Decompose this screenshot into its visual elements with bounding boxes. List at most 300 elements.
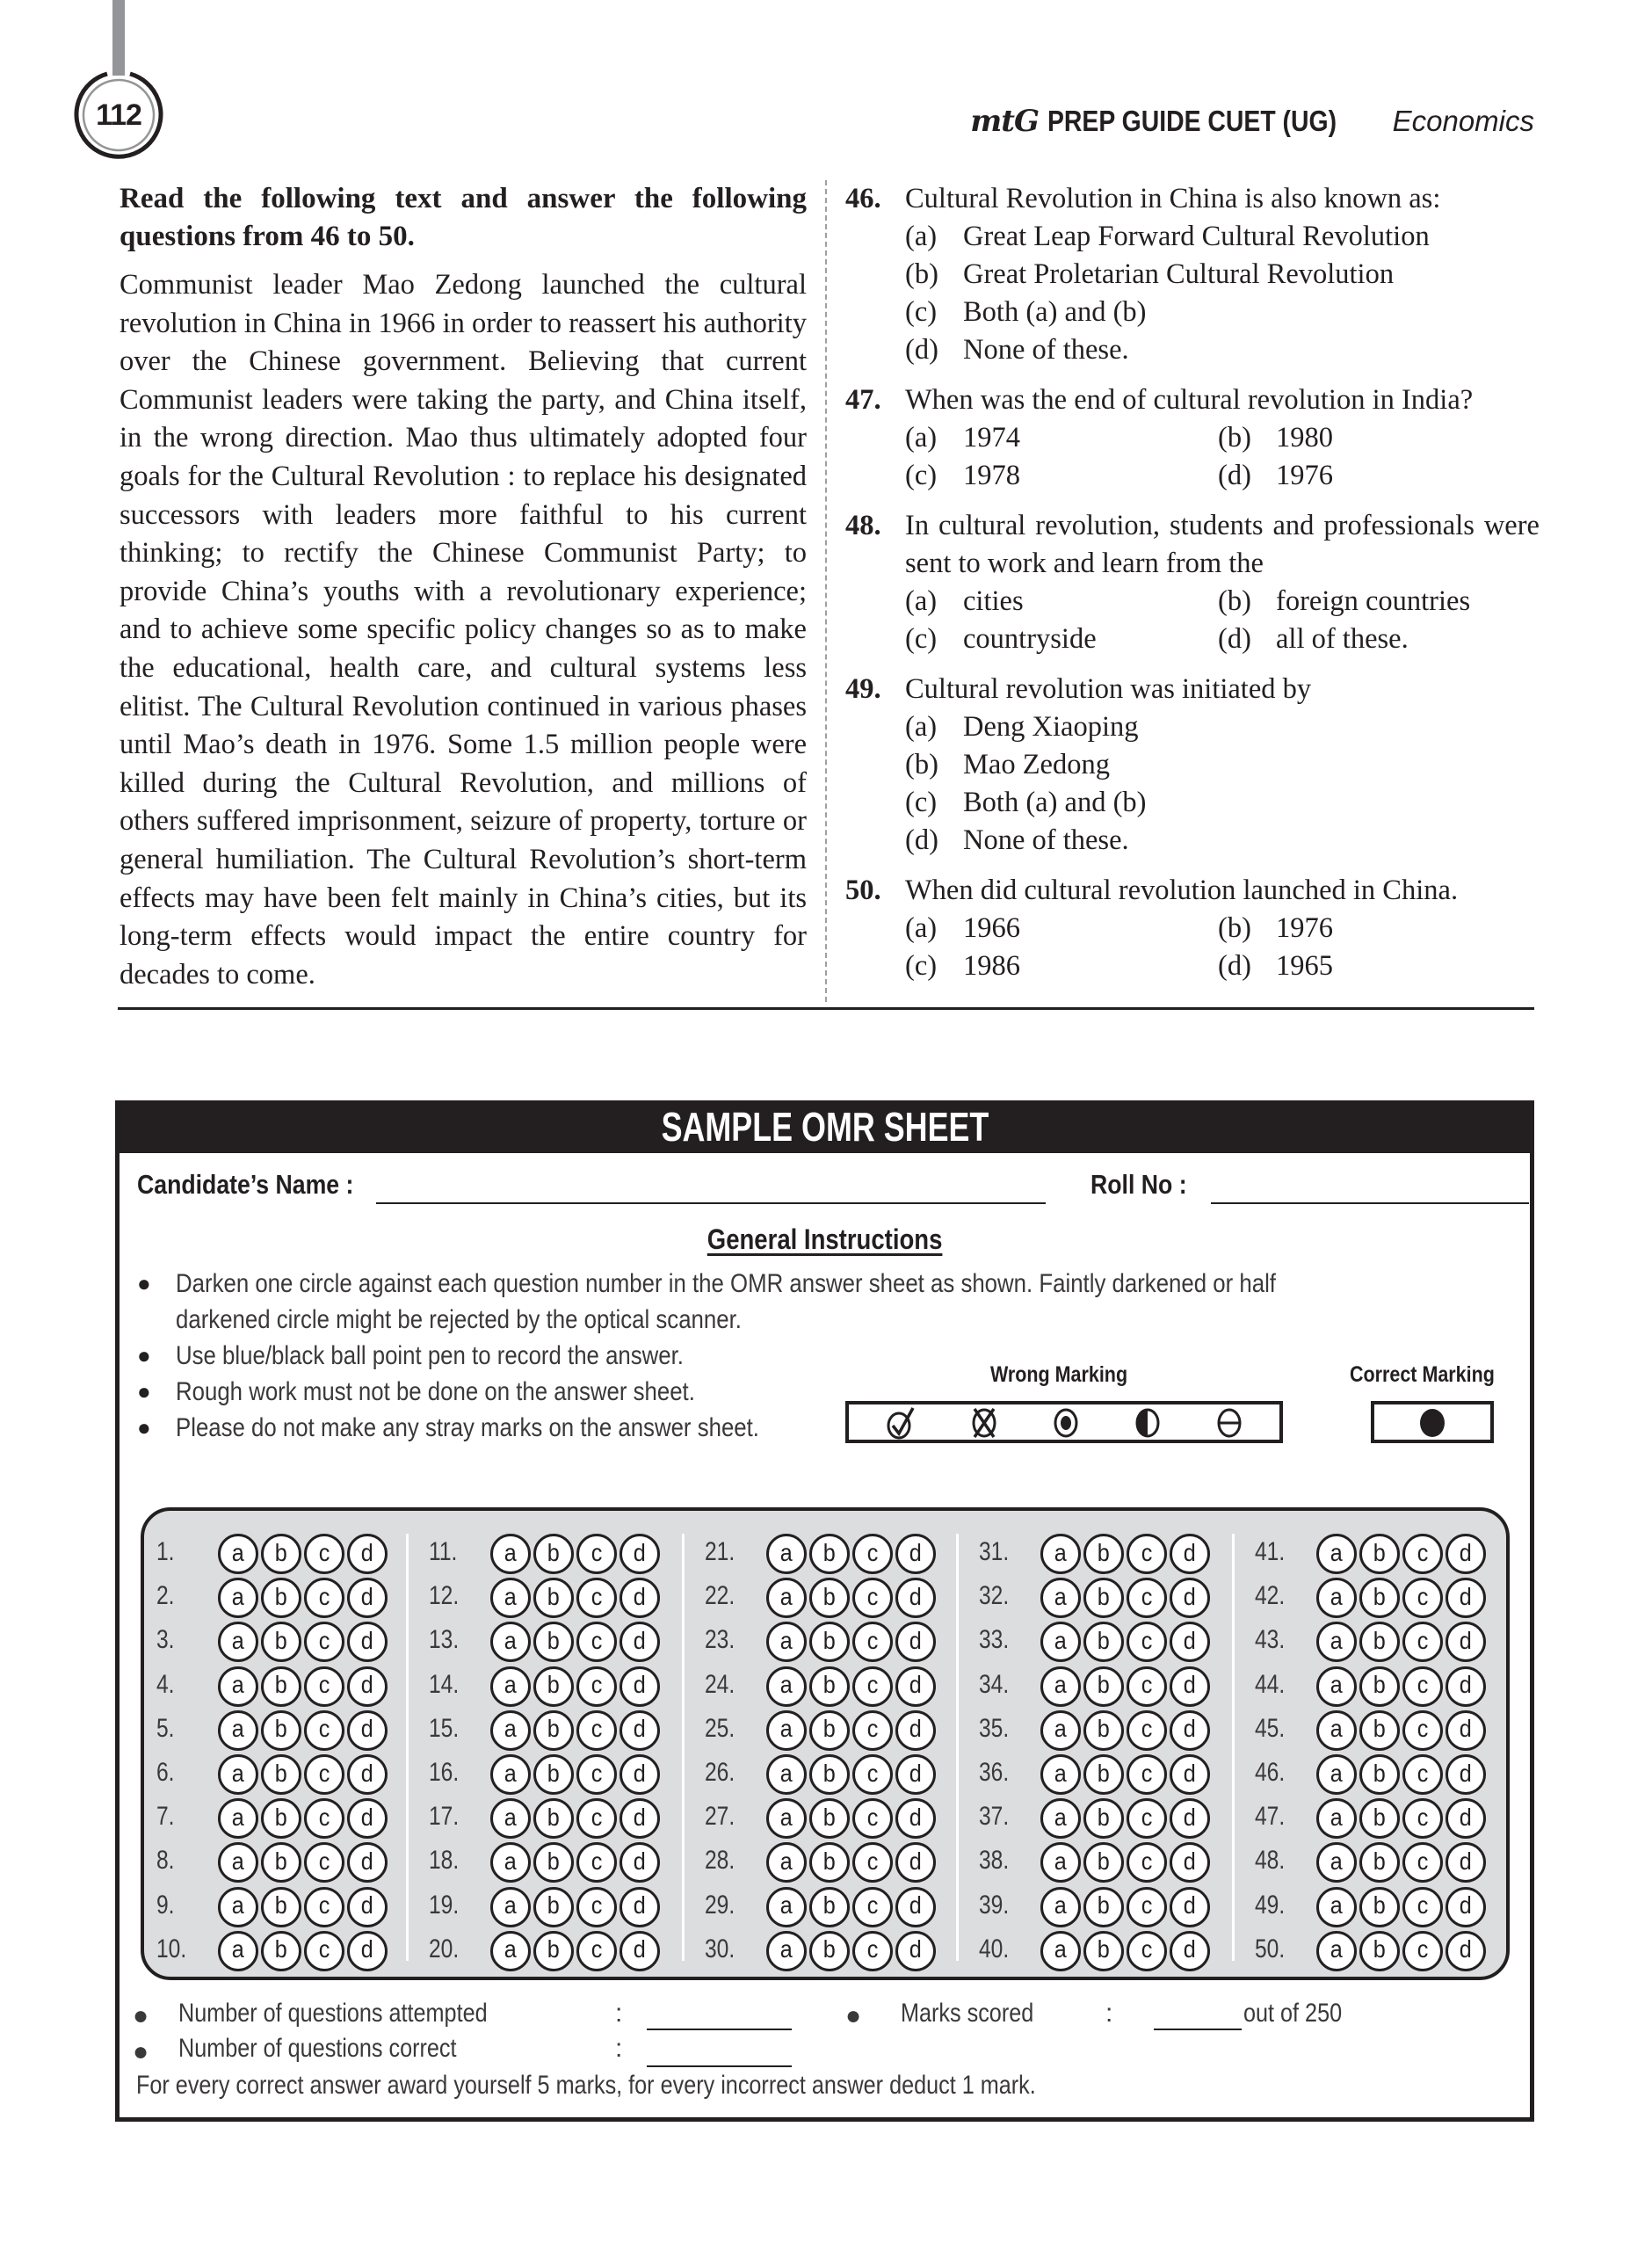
bubble-label: a — [504, 1626, 518, 1654]
bubble-label: a — [504, 1759, 518, 1787]
bubble-1-a[interactable] — [218, 1534, 258, 1574]
bubble-label: a — [1330, 1538, 1344, 1566]
bubble-20-c[interactable] — [576, 1931, 617, 1971]
bubble-39-c[interactable] — [1127, 1887, 1167, 1927]
option-text: 1978 — [963, 460, 1020, 491]
bubble-47-d[interactable] — [1446, 1798, 1486, 1839]
bubble-label: c — [591, 1803, 603, 1831]
bubble-14-d[interactable] — [620, 1666, 660, 1707]
bubble-36-b[interactable] — [1083, 1754, 1124, 1795]
bubble-25-b[interactable] — [809, 1710, 850, 1751]
bubble-label: a — [1054, 1935, 1068, 1963]
correct-marking-label-text: Correct Marking — [1350, 1362, 1495, 1387]
bubble-31-a[interactable] — [1040, 1534, 1081, 1574]
bubble-36-a[interactable] — [1040, 1754, 1081, 1795]
bubble-label: d — [909, 1891, 923, 1920]
bubble-label: d — [909, 1715, 923, 1743]
bubble-45-a[interactable] — [1316, 1710, 1357, 1751]
bubble-32-a[interactable] — [1040, 1578, 1081, 1618]
bubble-3-c[interactable] — [304, 1622, 344, 1662]
bubble-14-c[interactable] — [576, 1666, 617, 1707]
bubble-label: a — [1330, 1671, 1344, 1699]
question-number: 8. — [156, 1846, 175, 1876]
bubble-10-c[interactable] — [304, 1931, 344, 1971]
question-number: 43. — [1255, 1625, 1286, 1655]
bubble-47-a[interactable] — [1316, 1798, 1357, 1839]
bubble-46-a[interactable] — [1316, 1754, 1357, 1795]
option-key: (d) — [905, 334, 938, 366]
bubble-40-a[interactable] — [1040, 1931, 1081, 1971]
bubble-39-b[interactable] — [1083, 1887, 1124, 1927]
bubble-6-d[interactable] — [347, 1754, 388, 1795]
question-number: 32. — [979, 1581, 1010, 1611]
bubble-3-a[interactable] — [218, 1622, 258, 1662]
bubble-29-b[interactable] — [809, 1887, 850, 1927]
bubble-11-d[interactable] — [620, 1534, 660, 1574]
bubble-41-b[interactable] — [1359, 1534, 1400, 1574]
bubble-1-c[interactable] — [304, 1534, 344, 1574]
bubble-44-b[interactable] — [1359, 1666, 1400, 1707]
bubble-7-d[interactable] — [347, 1798, 388, 1839]
bubble-13-a[interactable] — [490, 1622, 531, 1662]
bubble-19-a[interactable] — [490, 1887, 531, 1927]
bubble-35-c[interactable] — [1127, 1710, 1167, 1751]
question-number: 14. — [429, 1669, 460, 1699]
bubble-44-d[interactable] — [1446, 1666, 1486, 1707]
bubble-label: d — [360, 1715, 374, 1743]
bubble-15-b[interactable] — [533, 1710, 574, 1751]
answer-row-37 — [967, 1796, 1241, 1839]
bubble-16-a[interactable] — [490, 1754, 531, 1795]
bubble-group — [1040, 1666, 1210, 1707]
bubble-21-b[interactable] — [809, 1534, 850, 1574]
bubble-2-b[interactable] — [261, 1578, 301, 1618]
marks-scored-field[interactable] — [1154, 2029, 1242, 2030]
bubble-label: d — [1459, 1538, 1473, 1566]
bubble-8-a[interactable] — [218, 1842, 258, 1883]
question-number: 30. — [705, 1934, 735, 1963]
bubble-14-a[interactable] — [490, 1666, 531, 1707]
bubble-18-b[interactable] — [533, 1842, 574, 1883]
bubble-label: d — [360, 1803, 374, 1831]
bubble-label: d — [360, 1935, 374, 1963]
bubble-11-a[interactable] — [490, 1534, 531, 1574]
bubble-43-b[interactable] — [1359, 1622, 1400, 1662]
question-number: 22. — [705, 1581, 735, 1611]
option-text: Both (a) and (b) — [963, 296, 1147, 328]
bubble-19-c[interactable] — [576, 1887, 617, 1927]
bubble-30-d[interactable] — [895, 1931, 936, 1971]
bubble-24-b[interactable] — [809, 1666, 850, 1707]
bubble-19-d[interactable] — [620, 1887, 660, 1927]
roll-no-field[interactable] — [1211, 1202, 1529, 1204]
bubble-21-a[interactable] — [766, 1534, 807, 1574]
bubble-12-a[interactable] — [490, 1578, 531, 1618]
bubble-32-b[interactable] — [1083, 1578, 1124, 1618]
bubble-9-b[interactable] — [261, 1887, 301, 1927]
bubble-39-d[interactable] — [1170, 1887, 1210, 1927]
bubble-46-b[interactable] — [1359, 1754, 1400, 1795]
answer-row-50 — [1243, 1929, 1517, 1971]
bubble-label: c — [866, 1803, 879, 1831]
bubble-label: b — [1373, 1759, 1387, 1787]
bubble-43-c[interactable] — [1402, 1622, 1443, 1662]
bubble-label: a — [1054, 1759, 1068, 1787]
bubble-label: b — [547, 1759, 561, 1787]
answer-row-31 — [967, 1532, 1241, 1574]
bubble-21-d[interactable] — [895, 1534, 936, 1574]
bubble-22-a[interactable] — [766, 1578, 807, 1618]
page-number-badge — [74, 70, 163, 160]
bubble-group — [766, 1666, 936, 1707]
bubble-25-d[interactable] — [895, 1710, 936, 1751]
bubble-26-a[interactable] — [766, 1754, 807, 1795]
bubble-19-b[interactable] — [533, 1887, 574, 1927]
bubble-34-d[interactable] — [1170, 1666, 1210, 1707]
bubble-16-b[interactable] — [533, 1754, 574, 1795]
bubble-15-d[interactable] — [620, 1710, 660, 1751]
attempted-field[interactable] — [647, 2029, 792, 2030]
bubble-43-d[interactable] — [1446, 1622, 1486, 1662]
option-text: cities — [963, 585, 1024, 617]
option-a — [905, 218, 1540, 256]
bubble-28-a[interactable] — [766, 1842, 807, 1883]
bubble-label: b — [822, 1715, 837, 1743]
roll-no-label: Roll No : — [1090, 1169, 1187, 1200]
bubble-50-b[interactable] — [1359, 1931, 1400, 1971]
grid-column — [967, 1532, 1241, 1964]
bubble-34-a[interactable] — [1040, 1666, 1081, 1707]
bubble-48-b[interactable] — [1359, 1842, 1400, 1883]
bubble-45-d[interactable] — [1446, 1710, 1486, 1751]
bubble-31-d[interactable] — [1170, 1534, 1210, 1574]
bubble-39-a[interactable] — [1040, 1887, 1081, 1927]
question-number: 19. — [429, 1890, 460, 1920]
bubble-37-d[interactable] — [1170, 1798, 1210, 1839]
bubble-label: c — [591, 1891, 603, 1920]
bubble-6-b[interactable] — [261, 1754, 301, 1795]
bubble-label: a — [779, 1538, 793, 1566]
bubble-50-d[interactable] — [1446, 1931, 1486, 1971]
bubble-24-d[interactable] — [895, 1666, 936, 1707]
question-number: 23. — [705, 1625, 735, 1655]
bubble-26-b[interactable] — [809, 1754, 850, 1795]
bubble-35-d[interactable] — [1170, 1710, 1210, 1751]
bubble-group — [1316, 1578, 1486, 1618]
bubble-26-c[interactable] — [852, 1754, 893, 1795]
bubble-48-a[interactable] — [1316, 1842, 1357, 1883]
candidate-name-field[interactable] — [376, 1202, 1046, 1204]
bubble-47-c[interactable] — [1402, 1798, 1443, 1839]
bubble-24-c[interactable] — [852, 1666, 893, 1707]
bubble-46-d[interactable] — [1446, 1754, 1486, 1795]
question-number: 7. — [156, 1802, 175, 1832]
marking-rule — [136, 2071, 1207, 2101]
bubble-33-c[interactable] — [1127, 1622, 1167, 1662]
bubble-7-a[interactable] — [218, 1798, 258, 1839]
bubble-35-a[interactable] — [1040, 1710, 1081, 1751]
bubble-label: c — [1141, 1891, 1153, 1920]
bubble-label: c — [318, 1935, 330, 1963]
bubble-13-c[interactable] — [576, 1622, 617, 1662]
bubble-label: d — [909, 1935, 923, 1963]
bubble-42-b[interactable] — [1359, 1578, 1400, 1618]
bubble-43-a[interactable] — [1316, 1622, 1357, 1662]
bubble-29-a[interactable] — [766, 1887, 807, 1927]
bubble-37-a[interactable] — [1040, 1798, 1081, 1839]
bubble-33-a[interactable] — [1040, 1622, 1081, 1662]
bubble-group — [1316, 1710, 1486, 1751]
bubble-13-b[interactable] — [533, 1622, 574, 1662]
grid-column — [692, 1532, 967, 1964]
bubble-18-a[interactable] — [490, 1842, 531, 1883]
bubble-25-a[interactable] — [766, 1710, 807, 1751]
passage-heading: Read the following text and answer the following questions from 46 to 50. — [120, 183, 807, 252]
bubble-label: c — [866, 1671, 879, 1699]
bubble-50-a[interactable] — [1316, 1931, 1357, 1971]
bubble-4-d[interactable] — [347, 1666, 388, 1707]
bubble-36-d[interactable] — [1170, 1754, 1210, 1795]
bubble-16-c[interactable] — [576, 1754, 617, 1795]
bubble-50-c[interactable] — [1402, 1931, 1443, 1971]
bubble-15-c[interactable] — [576, 1710, 617, 1751]
bubble-18-c[interactable] — [576, 1842, 617, 1883]
bubble-label: b — [822, 1891, 837, 1920]
question-number: 3. — [156, 1625, 175, 1655]
bubble-10-d[interactable] — [347, 1931, 388, 1971]
bubble-12-b[interactable] — [533, 1578, 574, 1618]
bubble-label: c — [1417, 1891, 1429, 1920]
bubble-9-c[interactable] — [304, 1887, 344, 1927]
bubble-38-d[interactable] — [1170, 1842, 1210, 1883]
question-47 — [845, 381, 1540, 495]
bubble-23-b[interactable] — [809, 1622, 850, 1662]
bubble-4-c[interactable] — [304, 1666, 344, 1707]
bubble-7-b[interactable] — [261, 1798, 301, 1839]
option-a — [905, 708, 1540, 746]
bubble-30-c[interactable] — [852, 1931, 893, 1971]
bubble-35-b[interactable] — [1083, 1710, 1124, 1751]
bubble-label: a — [1054, 1803, 1068, 1831]
bubble-9-a[interactable] — [218, 1887, 258, 1927]
bubble-24-a[interactable] — [766, 1666, 807, 1707]
option-c — [905, 784, 1540, 822]
bubble-label: d — [1459, 1715, 1473, 1743]
bubble-5-a[interactable] — [218, 1710, 258, 1751]
option-key: (d) — [905, 824, 938, 856]
bubble-3-b[interactable] — [261, 1622, 301, 1662]
question-number: 48. — [845, 510, 881, 541]
answer-row-40 — [967, 1929, 1241, 1971]
bubble-33-b[interactable] — [1083, 1622, 1124, 1662]
bubble-group — [218, 1622, 388, 1662]
bubble-17-b[interactable] — [533, 1798, 574, 1839]
bubble-28-c[interactable] — [852, 1842, 893, 1883]
bubble-group — [1040, 1754, 1210, 1795]
bubble-label: c — [866, 1582, 879, 1610]
answer-row-34 — [967, 1665, 1241, 1707]
bubble-36-c[interactable] — [1127, 1754, 1167, 1795]
bubble-7-c[interactable] — [304, 1798, 344, 1839]
bubble-37-b[interactable] — [1083, 1798, 1124, 1839]
bubble-label: b — [1373, 1935, 1387, 1963]
bubble-4-b[interactable] — [261, 1666, 301, 1707]
bubble-13-d[interactable] — [620, 1622, 660, 1662]
bubble-49-c[interactable] — [1402, 1887, 1443, 1927]
bubble-34-b[interactable] — [1083, 1666, 1124, 1707]
bubble-label: a — [504, 1891, 518, 1920]
bubble-26-d[interactable] — [895, 1754, 936, 1795]
bubble-2-c[interactable] — [304, 1578, 344, 1618]
bubble-5-d[interactable] — [347, 1710, 388, 1751]
bubble-23-d[interactable] — [895, 1622, 936, 1662]
bubble-27-b[interactable] — [809, 1798, 850, 1839]
bubble-12-c[interactable] — [576, 1578, 617, 1618]
bubble-12-d[interactable] — [620, 1578, 660, 1618]
bubble-15-a[interactable] — [490, 1710, 531, 1751]
bubble-label: a — [504, 1538, 518, 1566]
bubble-23-a[interactable] — [766, 1622, 807, 1662]
bubble-17-c[interactable] — [576, 1798, 617, 1839]
bubble-8-c[interactable] — [304, 1842, 344, 1883]
bubble-27-d[interactable] — [895, 1798, 936, 1839]
bubble-37-c[interactable] — [1127, 1798, 1167, 1839]
bubble-31-b[interactable] — [1083, 1534, 1124, 1574]
bubble-label: c — [1417, 1582, 1429, 1610]
question-number: 38. — [979, 1846, 1010, 1876]
bubble-20-b[interactable] — [533, 1931, 574, 1971]
bubble-30-b[interactable] — [809, 1931, 850, 1971]
answer-row-9 — [144, 1885, 418, 1927]
answer-row-38 — [967, 1840, 1241, 1883]
bubble-49-a[interactable] — [1316, 1887, 1357, 1927]
bubble-44-c[interactable] — [1402, 1666, 1443, 1707]
bubble-label: a — [231, 1538, 245, 1566]
bubble-8-d[interactable] — [347, 1842, 388, 1883]
bubble-6-c[interactable] — [304, 1754, 344, 1795]
bubble-2-a[interactable] — [218, 1578, 258, 1618]
bubble-41-c[interactable] — [1402, 1534, 1443, 1574]
bubble-18-d[interactable] — [620, 1842, 660, 1883]
bubble-27-c[interactable] — [852, 1798, 893, 1839]
bubble-label: a — [504, 1582, 518, 1610]
bubble-30-a[interactable] — [766, 1931, 807, 1971]
bubble-32-c[interactable] — [1127, 1578, 1167, 1618]
bubble-label: b — [274, 1538, 288, 1566]
correct-marking-label — [1350, 1362, 1518, 1388]
question-number: 47. — [1255, 1802, 1286, 1832]
instruction-item — [137, 1338, 1525, 1374]
answer-grid — [141, 1507, 1510, 1980]
bubble-42-a[interactable] — [1316, 1578, 1357, 1618]
bubble-48-c[interactable] — [1402, 1842, 1443, 1883]
bubble-1-b[interactable] — [261, 1534, 301, 1574]
bubble-42-d[interactable] — [1446, 1578, 1486, 1618]
bubble-6-a[interactable] — [218, 1754, 258, 1795]
bubble-label: a — [231, 1847, 245, 1875]
bubble-group — [490, 1578, 660, 1618]
bubble-label: d — [633, 1847, 647, 1875]
bubble-38-c[interactable] — [1127, 1842, 1167, 1883]
bubble-label: a — [1330, 1935, 1344, 1963]
bubble-45-c[interactable] — [1402, 1710, 1443, 1751]
bubble-28-b[interactable] — [809, 1842, 850, 1883]
bubble-5-b[interactable] — [261, 1710, 301, 1751]
bubble-38-b[interactable] — [1083, 1842, 1124, 1883]
bubble-label: b — [547, 1715, 561, 1743]
question-number: 16. — [429, 1758, 460, 1787]
bubble-41-d[interactable] — [1446, 1534, 1486, 1574]
bubble-5-c[interactable] — [304, 1710, 344, 1751]
bubble-22-b[interactable] — [809, 1578, 850, 1618]
bubble-21-c[interactable] — [852, 1534, 893, 1574]
bubble-32-d[interactable] — [1170, 1578, 1210, 1618]
bubble-label: b — [1097, 1803, 1111, 1831]
bubble-4-a[interactable] — [218, 1666, 258, 1707]
bubble-33-d[interactable] — [1170, 1622, 1210, 1662]
bubble-23-c[interactable] — [852, 1622, 893, 1662]
bubble-2-d[interactable] — [347, 1578, 388, 1618]
bubble-41-a[interactable] — [1316, 1534, 1357, 1574]
bubble-10-b[interactable] — [261, 1931, 301, 1971]
bubble-22-d[interactable] — [895, 1578, 936, 1618]
bubble-28-d[interactable] — [895, 1842, 936, 1883]
bubble-49-b[interactable] — [1359, 1887, 1400, 1927]
bubble-40-d[interactable] — [1170, 1931, 1210, 1971]
bubble-17-a[interactable] — [490, 1798, 531, 1839]
bubble-9-d[interactable] — [347, 1887, 388, 1927]
bubble-group — [766, 1931, 936, 1971]
bubble-27-a[interactable] — [766, 1798, 807, 1839]
bubble-46-c[interactable] — [1402, 1754, 1443, 1795]
bubble-20-a[interactable] — [490, 1931, 531, 1971]
bubble-11-b[interactable] — [533, 1534, 574, 1574]
bubble-49-d[interactable] — [1446, 1887, 1486, 1927]
bubble-11-c[interactable] — [576, 1534, 617, 1574]
bubble-40-c[interactable] — [1127, 1931, 1167, 1971]
bubble-label: c — [1141, 1671, 1153, 1699]
bubble-16-d[interactable] — [620, 1754, 660, 1795]
bubble-10-a[interactable] — [218, 1931, 258, 1971]
bubble-25-c[interactable] — [852, 1710, 893, 1751]
bubble-1-d[interactable] — [347, 1534, 388, 1574]
bubble-group — [218, 1931, 388, 1971]
bubble-31-c[interactable] — [1127, 1534, 1167, 1574]
bubble-14-b[interactable] — [533, 1666, 574, 1707]
bubble-40-b[interactable] — [1083, 1931, 1124, 1971]
bubble-38-a[interactable] — [1040, 1842, 1081, 1883]
bubble-44-a[interactable] — [1316, 1666, 1357, 1707]
bubble-label: c — [866, 1935, 879, 1963]
bubble-group — [1040, 1887, 1210, 1927]
bubble-3-d[interactable] — [347, 1622, 388, 1662]
bubble-48-d[interactable] — [1446, 1842, 1486, 1883]
bubble-47-b[interactable] — [1359, 1798, 1400, 1839]
bubble-20-d[interactable] — [620, 1931, 660, 1971]
bubble-42-c[interactable] — [1402, 1578, 1443, 1618]
bubble-22-c[interactable] — [852, 1578, 893, 1618]
bubble-45-b[interactable] — [1359, 1710, 1400, 1751]
questions-column — [845, 180, 1540, 998]
bubble-17-d[interactable] — [620, 1798, 660, 1839]
bubble-29-c[interactable] — [852, 1887, 893, 1927]
bubble-8-b[interactable] — [261, 1842, 301, 1883]
bubble-29-d[interactable] — [895, 1887, 936, 1927]
correct-count-field[interactable] — [647, 2065, 792, 2067]
option-text: foreign countries — [1276, 585, 1471, 617]
answer-row-43 — [1243, 1620, 1517, 1662]
bubble-34-c[interactable] — [1127, 1666, 1167, 1707]
